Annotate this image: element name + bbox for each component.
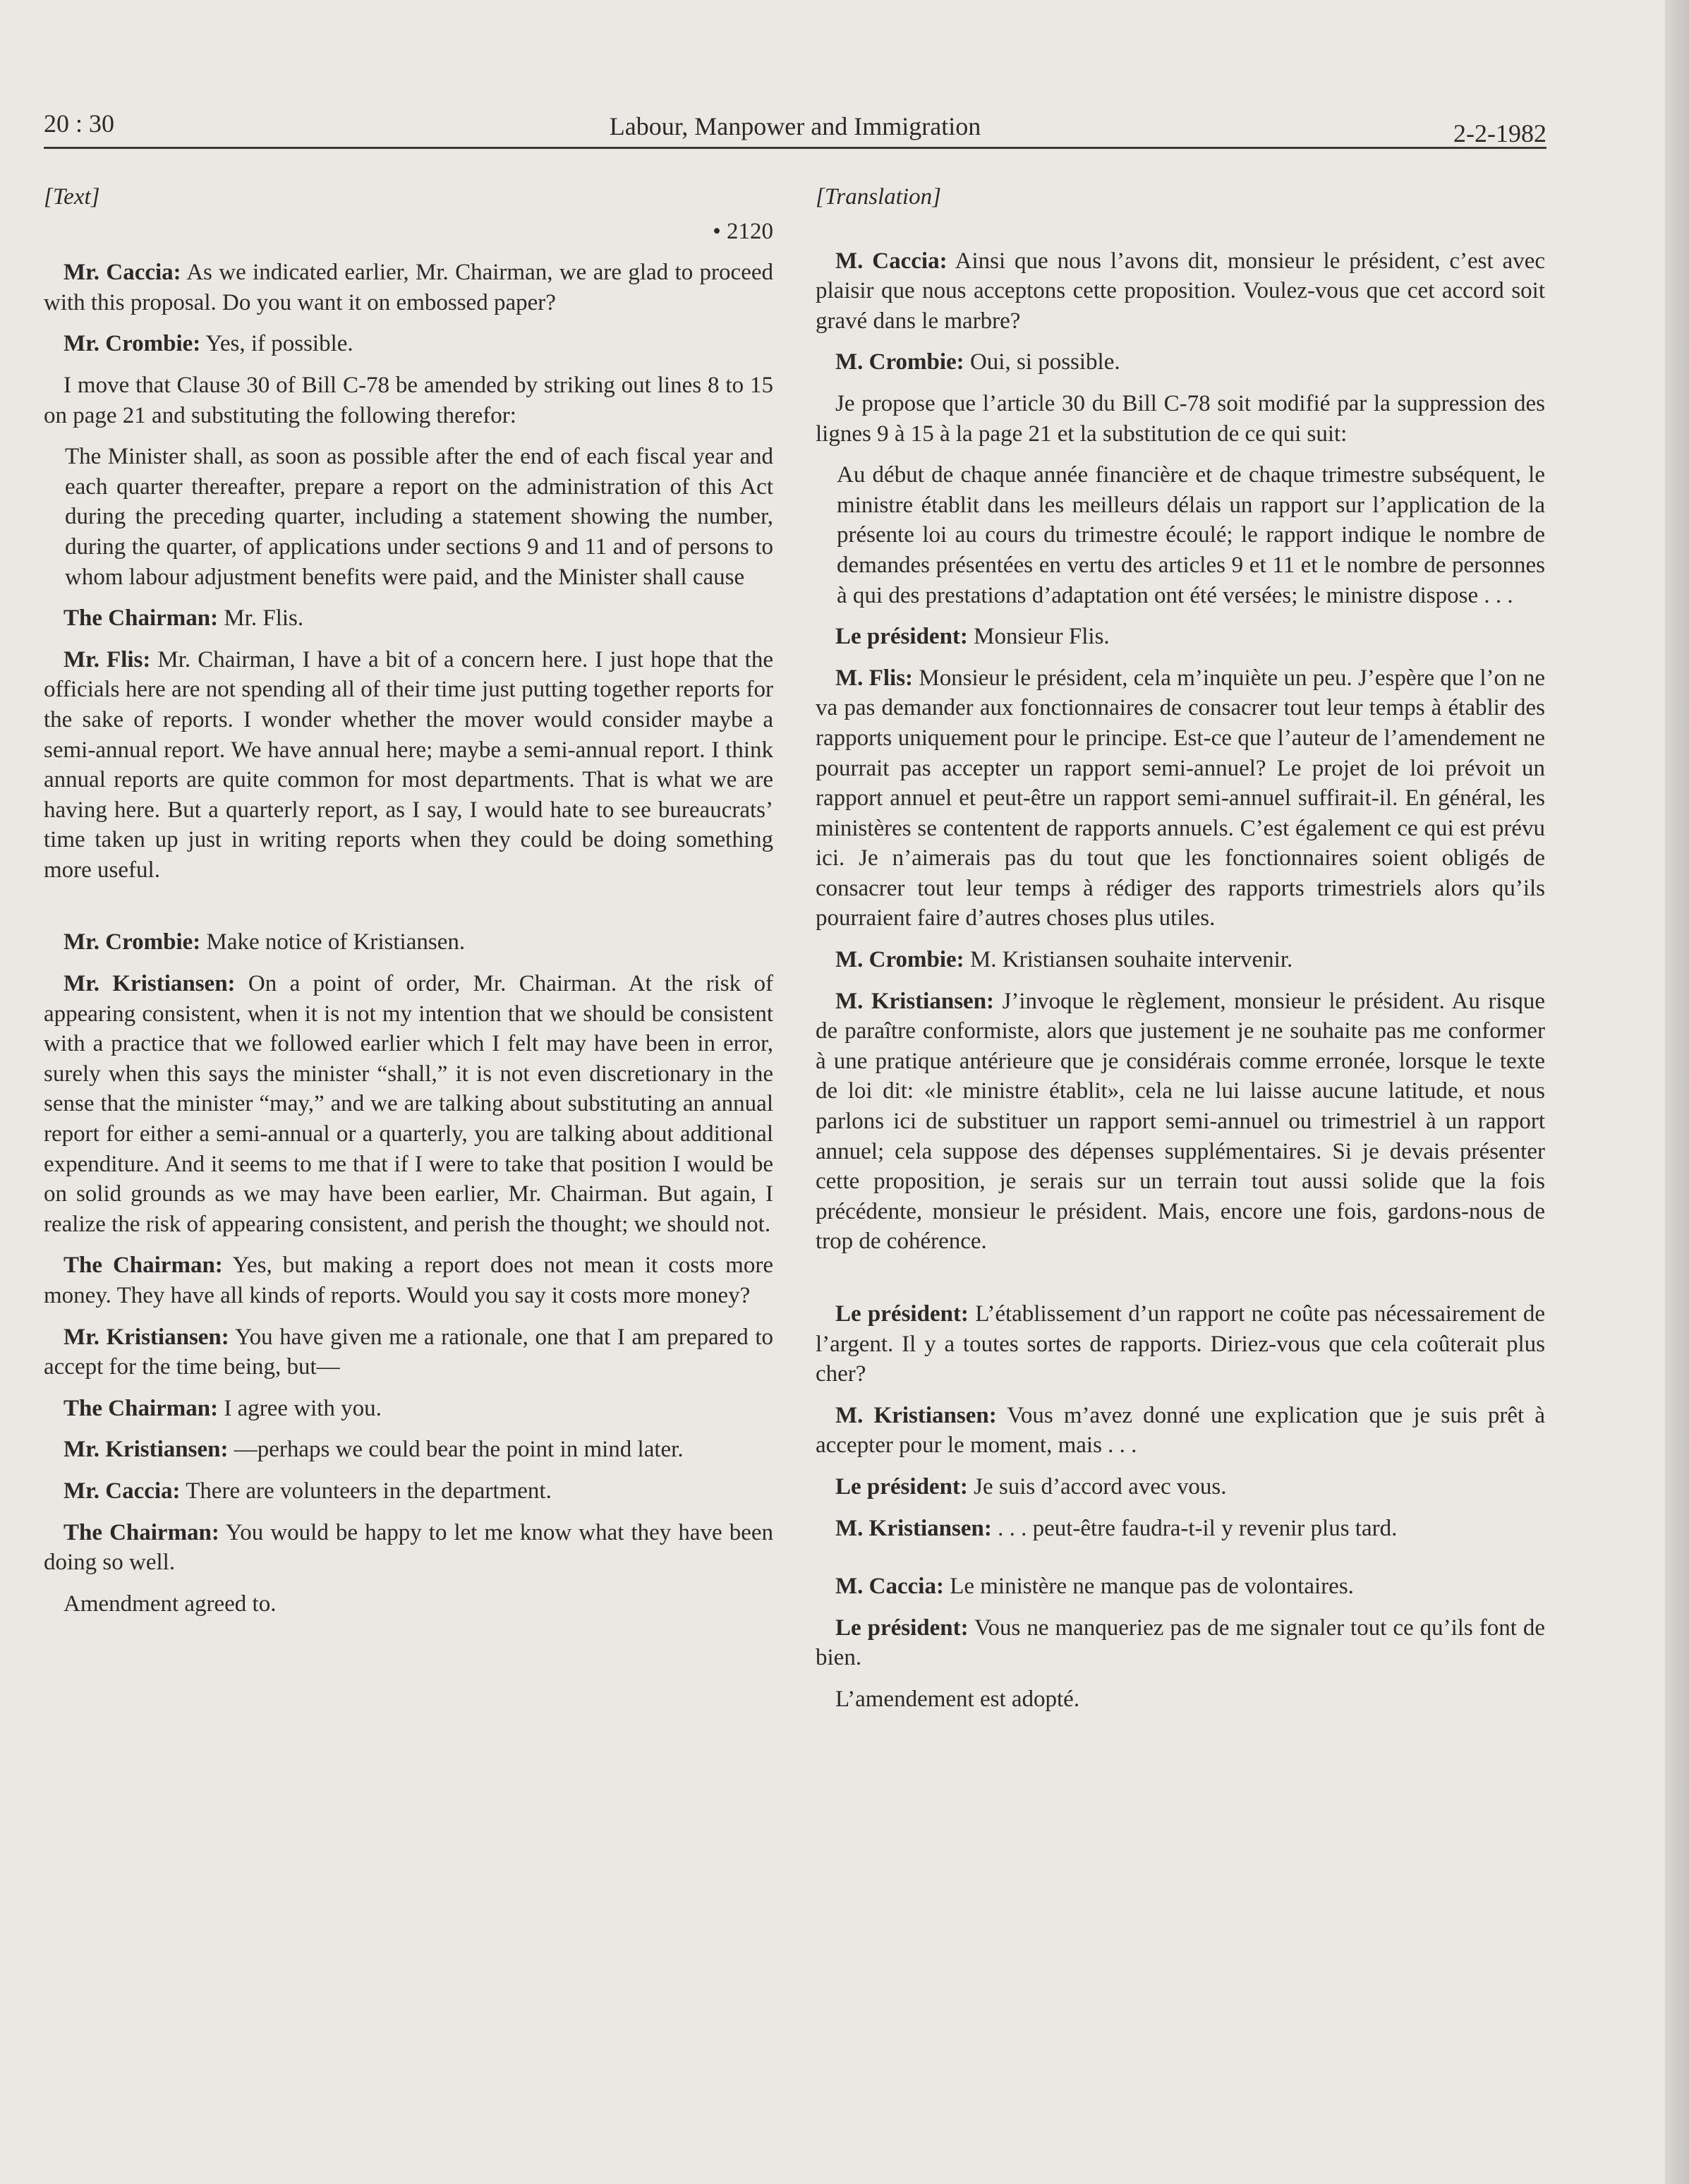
speech: Je propose que l’article 30 du Bill C-78 soit modifié par la suppression des lignes 9 à 15 à la page 21 et la substitution de ce qui suit:	[816, 390, 1545, 447]
english-column	[44, 176, 773, 1619]
paragraph	[44, 645, 773, 886]
speech: Mr. Chairman, I have a bit of a concern here. I just hope that the officials here are not spending all of their time just putting together reports for the sake of reports. I wonder whether the mover would consider maybe a semi-annual report. We have annual here; maybe a semi-annual report. I think annual reports are quite common for most departments. That is what we are having here. But a quarterly report, as I say, I would hate to see bureaucrats’ time taken up just in writing reports when they could be doing something more useful.	[44, 646, 773, 883]
speech: M. Kristiansen souhaite intervenir.	[964, 947, 1293, 973]
paragraph	[44, 1394, 773, 1424]
paragraph	[44, 1476, 773, 1507]
paragraph	[816, 1401, 1545, 1461]
paragraph	[816, 389, 1545, 449]
paragraph	[816, 663, 1545, 934]
speaker: Mr. Crombie:	[63, 929, 201, 955]
paragraph	[816, 1299, 1545, 1389]
speaker: M. Crombie:	[835, 349, 964, 375]
page-date: 2-2-1982	[1453, 119, 1546, 147]
speaker: Le président:	[835, 1473, 968, 1500]
speaker: M. Kristiansen:	[835, 988, 995, 1014]
page-number: 20 : 30	[44, 109, 115, 138]
speech: L’amendement est adopté.	[835, 1686, 1080, 1712]
speaker: Le président:	[835, 1301, 969, 1327]
speaker: M. Flis:	[835, 665, 914, 691]
speaker: Mr. Kristiansen:	[63, 1324, 229, 1350]
speech: Ainsi que nous l’avons dit, monsieur le président, c’est avec plaisir que nous acceptons cette proposition. Voulez-vous que cet accord soit gravé dans le marbre?	[816, 248, 1545, 334]
paragraph	[816, 987, 1545, 1257]
paragraph	[44, 1322, 773, 1382]
speech: Monsieur Flis.	[967, 624, 1110, 650]
speaker: The Chairman:	[63, 1519, 219, 1545]
speaker: M. Kristiansen:	[835, 1402, 997, 1428]
paragraph	[44, 1250, 773, 1310]
speech: Amendment agreed to.	[63, 1591, 277, 1617]
speech: Vous ne manqueriez pas de me signaler tout ce qu’ils font de bien.	[816, 1615, 1545, 1671]
speaker: Mr. Crombie:	[63, 331, 201, 357]
paragraph	[44, 370, 773, 430]
speech: There are volunteers in the department.	[180, 1478, 552, 1504]
page-edge	[1665, 0, 1689, 2184]
speech: J’invoque le règlement, monsieur le président. Au risque de paraître conformiste, alors que justement je ne souhaite pas me conformer à une pratique antérieure que je considérais comme erronée, lorsque le texte de loi dit: «le ministre établit», cela ne lui laisse aucune latitude, et nous parlons ici de substituer un rapport semi-annuel ou trimestriel à un rapport annuel; cela suppose des dépenses supplémentaires. Si je devais présenter cette proposition, je serais sur un terrain tout aussi solide que la fois précédente, monsieur le président. Mais, encore une fois, gardons-nous de trop de cohérence.	[816, 988, 1545, 1255]
speech: You have given me a rationale, one that I am prepared to accept for the time being, but—	[44, 1324, 773, 1380]
translation-marker: [Translation]	[816, 184, 941, 210]
paragraph	[44, 927, 773, 958]
speech: You would be happy to let me know what they have been doing so well.	[44, 1519, 774, 1576]
speaker: Le président:	[835, 1615, 969, 1641]
speech: Make notice of Kristiansen.	[200, 929, 466, 955]
speech: . . . peut-être faudra-t-il y revenir plus tard.	[991, 1515, 1398, 1541]
paragraph	[44, 1589, 773, 1619]
amendment-quote: The Minister shall, as soon as possible after the end of each fiscal year and each quarter thereafter, prepare a report on the administration of this Act during the preceding quarter, including a statement showing the number, during the quarter, of applications under sections 9 and 11 and of persons to whom labour adjustment benefits were paid, and the Minister shall cause	[65, 444, 773, 590]
speaker: The Chairman:	[63, 1253, 223, 1279]
speech: Yes, if possible.	[200, 331, 353, 357]
speaker: Mr. Flis:	[63, 646, 151, 672]
paragraph	[816, 945, 1545, 975]
paragraph	[816, 1472, 1545, 1502]
paragraph	[816, 347, 1545, 378]
speech: Vous m’avez donné une explication que je suis prêt à accepter pour le moment, mais . . .	[816, 1402, 1545, 1459]
speaker: M. Crombie:	[835, 947, 964, 973]
paragraph	[816, 1571, 1545, 1602]
speaker: Mr. Kristiansen:	[63, 971, 236, 997]
paragraph	[816, 246, 1545, 337]
paragraph	[44, 1435, 773, 1465]
paragraph	[44, 258, 773, 318]
speech: L’établissement d’un rapport ne coûte pas nécessairement de l’argent. Il y a toutes sortes de rapports. Diriez-vous que cela coûterait plus cher?	[816, 1301, 1545, 1387]
paragraph	[816, 1613, 1545, 1673]
time-stamp: • 2120	[713, 218, 773, 244]
paragraph	[44, 1518, 773, 1578]
paragraph	[44, 969, 773, 1239]
speech: Mr. Flis.	[218, 605, 304, 632]
page-header	[44, 103, 1546, 149]
amendment-quote: Au début de chaque année financière et de chaque trimestre subséquent, le ministre établit dans les meilleurs délais un rapport sur l’application de la présente loi au cours du trimestre écoulé; le rapport indique le nombre de demandes présentées en vertu des articles 9 et 11 et le nombre de personnes à qui des prestations d’adaptation ont été versées; le ministre dispose . . .	[837, 462, 1545, 608]
speaker: Mr. Kristiansen:	[63, 1437, 229, 1463]
speaker: Le président:	[835, 624, 968, 650]
speaker: Mr. Caccia:	[63, 260, 181, 286]
speech: I agree with you.	[218, 1395, 382, 1421]
speech: Le ministère ne manque pas de volontaires.	[943, 1574, 1354, 1600]
speech: As we indicated earlier, Mr. Chairman, we are glad to proceed with this proposal. Do you want it on embossed paper?	[44, 260, 773, 315]
paragraph	[44, 329, 773, 359]
speech: I move that Clause 30 of Bill C-78 be amended by striking out lines 8 to 15 on page 21 and substituting the following therefor:	[44, 372, 773, 428]
paragraph	[816, 622, 1545, 652]
speaker: The Chairman:	[63, 605, 219, 632]
speech: On a point of order, Mr. Chairman. At the risk of appearing consistent, when it is not my intention that we should be consistent with a practice that we followed earlier which I felt may have been in error, surely when this says the minister “shall,” it is not even discretionary in the sense that the minister “may,” and we are talking about substituting an annual report for either a semi-annual or a quarterly, you are talking about additional expenditure. And it seems to me that if I were to take that position I would be on solid grounds as we may have been earlier, Mr. Chairman. But again, I realize the risk of appearing consistent, and perish the thought; we should not.	[44, 971, 773, 1237]
speech: Oui, si possible.	[964, 349, 1120, 375]
paragraph	[816, 1684, 1545, 1715]
paragraph	[44, 603, 773, 634]
french-column	[816, 176, 1545, 1715]
speaker: Mr. Caccia:	[63, 1478, 181, 1504]
text-marker: [Text]	[44, 184, 100, 210]
paragraph	[816, 1514, 1545, 1544]
speech: Je suis d’accord avec vous.	[967, 1473, 1227, 1500]
speech: —perhaps we could bear the point in mind later.	[228, 1437, 684, 1463]
speech: Monsieur le président, cela m’inquiète un peu. J’espère que l’on ne va pas demander aux fonctionnaires de consacrer tout leur temps à établir des rapports uniquement pour le principe. Est-ce que l’auteur de l’amendement ne pourrait pas accepter un rapport semi-annuel? Le projet de loi prévoit un rapport annuel et peut-être un rapport semi-annuel suffirait-il. En général, les ministères se contentent de rapports annuels. C’est également ce qui est prévu ici. Je n’aimerais pas du tout que les fonctionnaires soient obligés de consacrer tout leur temps à rédiger des rapports trimestriels alors qu’ils pourraient faire d’autres choses plus utiles.	[816, 665, 1545, 931]
speaker: The Chairman:	[63, 1395, 219, 1421]
speaker: M. Kristiansen:	[835, 1515, 992, 1541]
page-title: Labour, Manpower and Immigration	[609, 112, 981, 140]
speech: Yes, but making a report does not mean it costs more money. They have all kinds of reports. Would you say it costs more money?	[44, 1253, 773, 1308]
speaker: M. Caccia:	[835, 1574, 944, 1600]
speaker: M. Caccia:	[835, 248, 948, 274]
